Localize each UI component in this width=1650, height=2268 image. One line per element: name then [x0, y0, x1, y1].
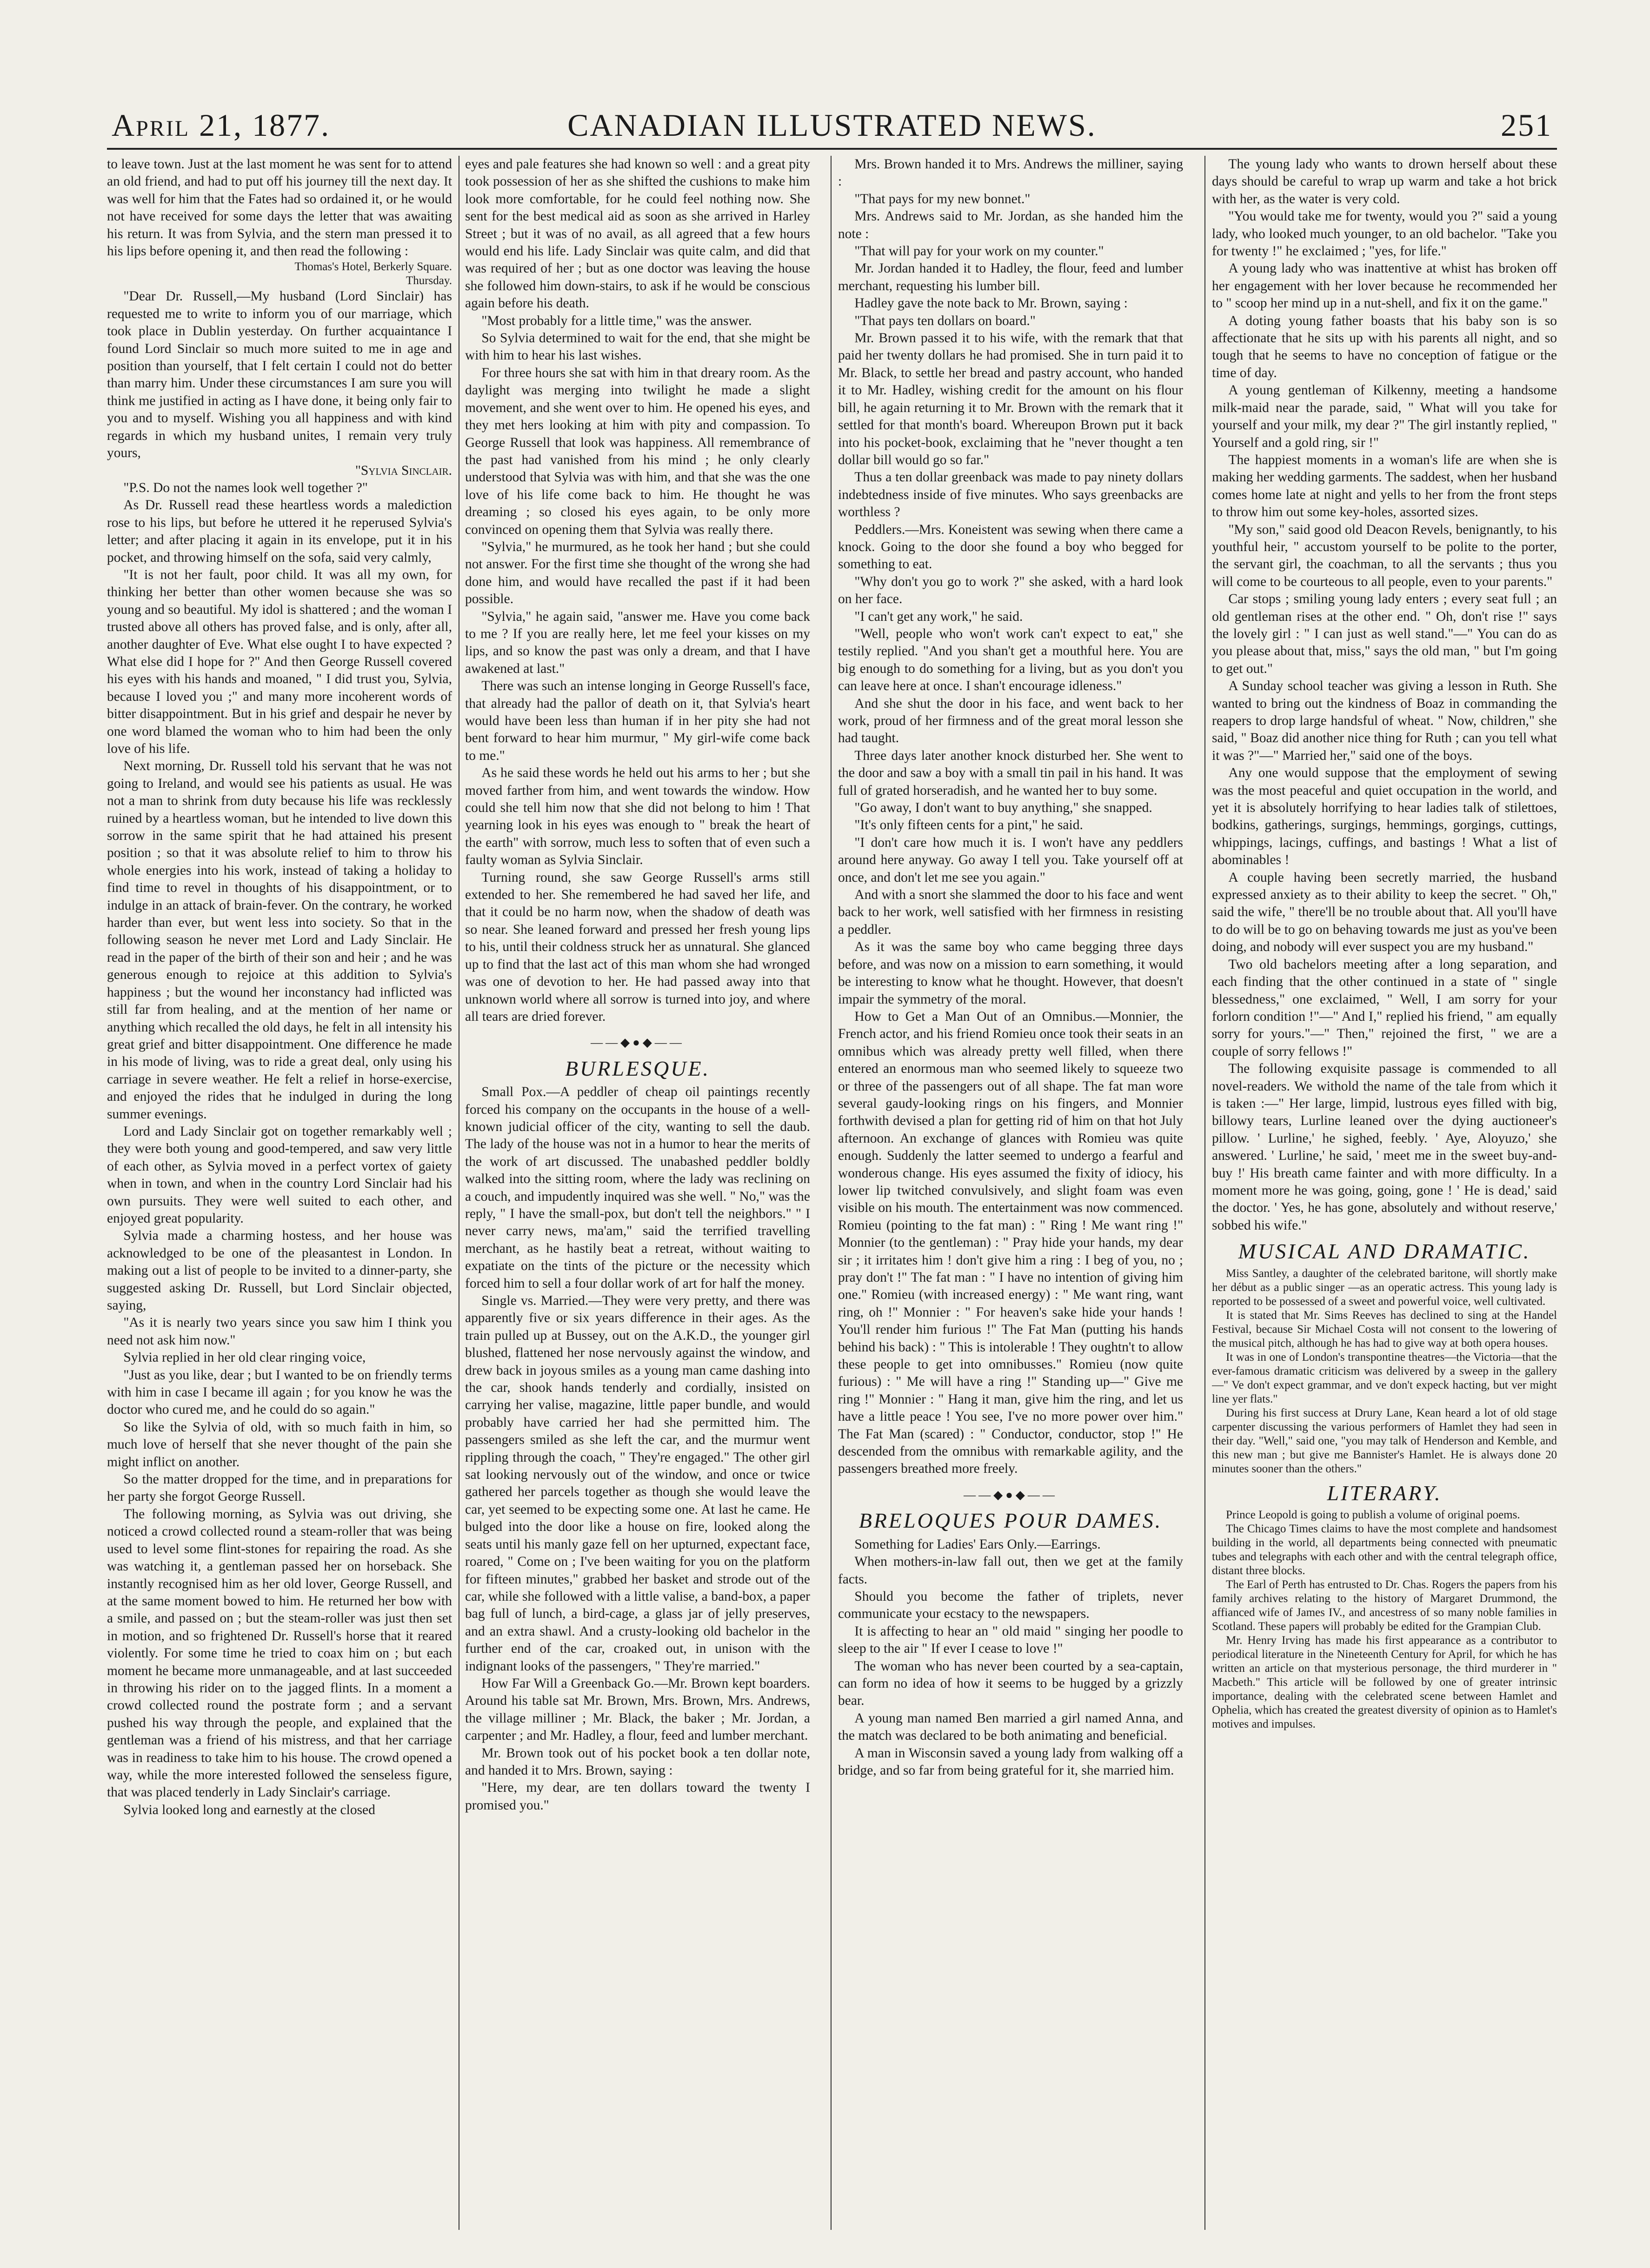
breloque-item: A Sunday school teacher was giving a lesson in Ruth. She wanted to bring out the kindness of Boaz in commanding the reapers to drop large handsful of wheat. " Now, children," she said, " Boaz did another nice thing for Ruth ; can you tell what it was ?"—" Married her," said one of the boys.: [1212, 678, 1557, 763]
burlesque-item: "I can't get any work," he said.: [854, 609, 1023, 624]
burlesque-heading: BURLESQUE.: [565, 1056, 711, 1080]
column-2: [465, 156, 810, 2230]
burlesque-item: Mr. Jordan handed it to Hadley, the flour, feed and lumber merchant, requesting his lumber bill.: [838, 261, 1183, 293]
story-paragraph: Lord and Lady Sinclair got on together remarkably well ; they were both young and good-tempered, and saw very little of each other, as Sylvia moved in a perfect vortex of gaiety when in town, and when in the country Lord Sinclair had his own pursuits. They were well suited to each other, and enjoyed great popularity.: [107, 1124, 452, 1226]
burlesque-item: Mr. Brown passed it to his wife, with the remark that that paid her twenty dollars he had promised. She in turn paid it to Mr. Black, to settle her bread and pastry account, who handed it to Mr. Hadley, wishing credit for the amount on his flour bill, he again returning it to Mr. Brown with the remark that it settled for that month's board. Whereupon Brown put it back into his pocket-book, exclaiming that he "never thought a ten dollar bill would go so far.": [838, 331, 1183, 467]
story-paragraph: "It is not her fault, poor child. It was all my own, for thinking her better than other women because she was so young and so beautiful. My idol is shattered ; and the woman I trusted above all others has proved false, and is only, after all, another daughter of Eve. What else ought I to have expected ? What else did I hope for ?" And then George Russell covered his eyes with his hands and moaned, " I did trust you, Sylvia, because I loved you ;" and many more incoherent words of bitter disappointment. But in his grief and despair he never by one word blamed the woman who to him had been the only love of his life.: [107, 567, 452, 756]
breloque-item: When mothers-in-law fall out, then we get at the family facts.: [838, 1554, 1183, 1587]
literary-item: The Earl of Perth has entrusted to Dr. Chas. Rogers the papers from his family archives relating to the history of Margaret Drummond, the affianced wife of James IV., and ancestress of so many noble families in Scotland. These papers will probably be edited for the Grampian Club.: [1212, 1578, 1557, 1633]
burlesque-item: Single vs. Married.—They were very pretty, and there was apparently five or six years difference in their ages. As the train pulled up at Bussey, out on the A.K.D., the younger girl blushed, flattened her nose nervously against the window, and drew back in joyous smiles as a young man came dashing into the car, shook hands tenderly and cordially, insisted on carrying her valise, magazine, little paper bundle, and would probably have carried her had she permitted him. The passengers smiled as she left the car, and the murmur went rippling through the coach, " They're engaged." The other girl sat looking nervously out of the window, and once or twice gathered her parcels together as though she would leave the car, yet seemed to be expecting some one. At last he came. He bulged into the door like a house on fire, looked along the seats until his manly gaze fell on her upturned, expectant face, roared, " Come on ; I've been waiting for you on the platform for fifteen minutes," grabbed her basket and strode out of the car, while she followed with a little valise, a band-box, a paper bag full of lunch, a bird-cage, a glass jar of jelly preserves, and an extra shawl. And a crusty-looking old bachelor in the further end of the car, croaked out, in unison with the indignant looks of the passengers, " They're married.": [465, 1293, 810, 1674]
story-paragraph: Next morning, Dr. Russell told his servant that he was not going to Ireland, and would see his patients as usual. He was not a man to shrink from duty because his life was recklessly ruined by a heartless woman, but he intended to live down this sorrow in the same spirit that he had attained his present position ; so that it was absolute relief to him to throw his whole energies into his work, instead of taking a holiday to find time to revel in thoughts of his disappointment, or to indulge in an attack of brain-fever. On the contrary, he worked harder than ever, but went less into society. So that in the following season he never met Lord and Lady Sinclair. He read in the paper of the birth of their son and heir ; and he was generous enough to rejoice at this addition to Sylvia's happiness ; but the wound her inconstancy had inflicted was still far from healing, and at the mention of her name or anything which recalled the old days, he felt in all intensity his great grief and bitter disappointment. One difference he made in his mode of living, was to ride a great deal, only using his carriage in severe weather. He felt a relief in horse-exercise, and enjoyed the rides that he indulged in during the long summer evenings.: [107, 758, 452, 1122]
issue-date: April 21, 1877.: [112, 107, 331, 143]
literary-heading: LITERARY.: [1327, 1481, 1442, 1505]
section-ornament: ——◆●◆——: [591, 1036, 685, 1050]
story-paragraph: eyes and pale features she had known so well : and a great pity took possession of her as she shifted the cushions to make him look more comfortable, for he could feel nothing now. She sent for the best medical aid as soon as she arrived in Harley Street ; but it was of no avail, as all agreed that a few hours would end his life. Lady Sinclair was quite calm, and did that was required of her ; but as one doctor was leaving the house she followed him down-stairs, to ask if he would be conscious again before his death.: [465, 157, 810, 311]
story-paragraph: to leave town. Just at the last moment he was sent for to attend an old friend, and had to put off his journey till the next day. It was well for him that the Fates had so ordained it, or he would not have received for some days the letter that was awaiting his return. It was from Sylvia, and the stern man pressed it to his lips before opening it, and then read the following :: [107, 157, 452, 259]
breloque-item: Car stops ; smiling young lady enters ; every seat full ; an old gentleman rises at the other end. " Oh, don't rise !" says the lovely girl : " I can just as well stand."—" You can do as you please about that, miss," says the old man, " but I'm going to get out.": [1212, 592, 1557, 676]
column-1: [107, 156, 452, 2230]
burlesque-item: As it was the same boy who came begging three days before, and was now on a mission to earn something, it would be interesting to know what he thought. However, that doesn't impair the symmetry of the moral.: [838, 939, 1183, 1007]
burlesque-item: "Go away, I don't want to buy anything," she snapped.: [854, 800, 1152, 816]
musical-dramatic-heading: MUSICAL AND DRAMATIC.: [1238, 1239, 1531, 1264]
breloque-item: A young man named Ben married a girl named Anna, and the match was declared to be both animating and beneficial.: [838, 1710, 1183, 1743]
burlesque-item: "Well, people who won't work can't expect to eat," she testily replied. "And you shan't get a mouthful here. You are big enough to do something for a living, but as you don't you can leave here at once. I shan't encourage idleness.": [838, 626, 1183, 694]
story-paragraph: The following morning, as Sylvia was out driving, she noticed a crowd collected round a steam-roller that was being used to level some flint-stones for repairing the road. As she was watching it, a gentleman passed her on horseback. She instantly recognised him as her old lover, George Russell, and at the same moment bowed to him. He returned her bow with a smile, and passed on ; but the steam-roller was just then set in motion, and so frightened Dr. Russell's horse that it reared violently. For some time he tried to coax him on ; but each moment he became more unmanageable, and at last succeeded in throwing his rider on to the jagged flints. In a moment a crowd collected round the postrate form ; and a servant pushed his way through the people, and explained that the gentleman was a friend of his mistress, and that her carriage was in readiness to take him to his house. The crowd opened a way, while the more interested followed the senseless figure, that was placed tenderly in Lady Sinclair's carriage.: [107, 1506, 452, 1800]
burlesque-item: "It's only fifteen cents for a pint," he said.: [854, 818, 1083, 833]
column-3: [838, 156, 1183, 2230]
page-number: 251: [1501, 107, 1552, 143]
letter-body: "Dear Dr. Russell,—My husband (Lord Sinclair) has requested me to write to inform you of our marriage, which took place in Dublin yesterday. On further acquaintance I found Lord Sinclair so much more suited to me in age and position than yourself, that I felt certain I could not do better than marry him. Under these circumstances I am sure you will think me justified in acting as I have done, it being only fair to you and to myself. Wishing you all happiness and with kind regards in which my husband unites, I remain very truly yours,: [107, 289, 452, 461]
column-divider: [1204, 156, 1205, 2230]
burlesque-item: And with a snort she slammed the door to his face and went back to her work, well satisfied with her firmness in resisting a peddler.: [838, 887, 1183, 937]
breloque-item: "My son," said good old Deacon Revels, benignantly, to his youthful heir, " accustom yourself to be polite to the porter, the servant girl, the coachman, to all the servants ; thus you will come to be courteous to all people, even to your parents.": [1212, 522, 1557, 589]
burlesque-item: And she shut the door in his face, and went back to her work, proud of her firmness and of the great moral lesson she had taught.: [838, 696, 1183, 746]
burlesque-item: Hadley gave the note back to Mr. Brown, saying :: [854, 296, 1128, 311]
burlesque-item: Small Pox.—A peddler of cheap oil paintings recently forced his company on the occupants in the house of a well-known judicial officer of the city, wanting to sell the daub. The lady of the house was not in a humor to hear the merits of the work of art discussed. The unabashed peddler boldly walked into the sitting room, where the lady was reclining on a couch, and impudently inquired was she well. " No," was the reply, " I have the small-pox, but don't tell the neighbors." " I never carry news, ma'am," said the terrified travelling merchant, as he hastily beat a retreat, without waiting to expatiate on the tints of the picture or the necessity which forced him to sell a four dollar work of art for half the money.: [465, 1084, 810, 1291]
literary-item: The Chicago Times claims to have the most complete and handsomest building in the world, all departments being connected with pneumatic tubes and telegraphs with each other and with the central telegraph office, distant three blocks.: [1212, 1523, 1557, 1577]
burlesque-item: Peddlers.—Mrs. Koneistent was sewing when there came a knock. Going to the door she found a boy who begged for something to eat.: [838, 522, 1183, 572]
burlesque-item: How to Get a Man Out of an Omnibus.—Monnier, the French actor, and his friend Romieu once took their seats in an omnibus which was already pretty well filled, when there entered an enormous man who seemed likely to squeeze two or three of the passengers out of all shape. The fat man wore several gaudy-looking rings on his fingers, and Monnier forthwith devised a plan for getting rid of him on that hot July afternoon. An exchange of glances with Romieu was quite enough. Suddenly the latter seemed to undergo a fearful and wonderous change. His eyes assumed the fixity of idiocy, his lower lip twitched convulsively, and slight foam was even visible on his mouth. The entertainment was now commenced. Romieu (pointing to the fat man) : " Ring ! Me want ring !" Monnier (to the gentleman) : " Pray hide your hands, my dear sir ; it irritates him ! don't give him a ring : I beg of you, no ; pray don't !" The fat man : " I have no intention of giving him one." Romieu (with increased energy) : " Me want ring, want ring, oh !" Monnier : " For heaven's sake hide your hands ! You'll render him furious !" The Fat Man (putting his hands behind his back) : " This is intolerable ! They oughtn't to allow these people to get into omnibusses." Romieu (now quite furious) : " Me will have a ring !" Standing up—" Give me ring !" Monnier : " Hang it man, give him the ring, and let us have a little peace ! You see, I've no more power over him." The Fat Man (scared) : " Conductor, conductor, stop !" He descended from the omnibus with remarkable agility, and the passengers breathed more freely.: [838, 1009, 1183, 1477]
letter-address: Thomas's Hotel, Berkerly Square.: [294, 260, 452, 273]
burlesque-item: Mrs. Brown handed it to Mrs. Andrews the milliner, saying :: [838, 157, 1183, 189]
breloque-item: A doting young father boasts that his baby son is so affectionate that he sits up with his parents all night, and so tough that he seems to have no conception of fatigue or the time of day.: [1212, 313, 1557, 380]
burlesque-item: "I don't care how much it is. I won't have any peddlers around here anyway. Go away I tell you. Take yourself off at once, and don't let me see you again.": [838, 835, 1183, 885]
literary-item: Mr. Henry Irving has made his first appearance as a contributor to periodical literature in the Nineteenth Century for April, for which he has written an article on that mysterious personage, the third murderer in " Macbeth." This article will be followed by one of greater intrinsic importance, dealing with the celebrated scene between Hamlet and Ophelia, which has created the greatest diversity of opinion as to Hamlet's motives and impulses.: [1212, 1634, 1557, 1730]
story-paragraph: "Sylvia," he murmured, as he took her hand ; but she could not answer. For the first time she thought of the wrong she had done him, and would have recalled the past if it had been possible.: [465, 539, 810, 607]
breloque-item: The happiest moments in a woman's life are when she is making her wedding garments. The saddest, when her husband comes home late at night and yells to her from the front steps to throw him out some key-holes, assorted sizes.: [1212, 452, 1557, 520]
story-paragraph: So the matter dropped for the time, and in preparations for her party she forgot George Russell.: [107, 1472, 452, 1504]
musical-item: Miss Santley, a daughter of the celebrated baritone, will shortly make her début as a public singer —as an operatic actress. This young lady is reported to be possessed of a sweet and powerful voice, well cultivated.: [1212, 1267, 1557, 1308]
breloques-heading: BRELOQUES POUR DAMES.: [858, 1509, 1163, 1533]
story-paragraph: There was such an intense longing in George Russell's face, that already had the pallor of death on it, that Sylvia's heart would have been less than human if in her pity she had not bent forward to hear him murmur, " My girl-wife come back to me.": [465, 678, 810, 763]
burlesque-item: How Far Will a Greenback Go.—Mr. Brown kept boarders. Around his table sat Mr. Brown, Mrs. Brown, Mrs. Andrews, the village milliner ; Mr. Black, the baker ; Mr. Jordan, a carpenter ; and Mr. Hadley, a flour, feed and lumber merchant.: [465, 1676, 810, 1743]
breloque-item: The young lady who wants to drown herself about these days should be careful to wrap up warm and take a hot brick with her, as the water is very cold.: [1212, 157, 1557, 206]
masthead-title: CANADIAN ILLUSTRATED NEWS.: [567, 107, 1097, 143]
breloque-item: A couple having been secretly married, the husband expressed anxiety as to their ability to keep the secret. " Oh," said the wife, " there'll be no trouble about that. All you'll have to do will be to go on behaving towards me just as you've been doing, and nobody will ever suspect you are my husband.": [1212, 870, 1557, 955]
burlesque-item: Thus a ten dollar greenback was made to pay ninety dollars indebtedness inside of five minutes. Who says greenbacks are worthless ?: [838, 470, 1183, 520]
story-paragraph: "As it is nearly two years since you saw him I think you need not ask him now.": [107, 1315, 452, 1348]
header-rule: [107, 148, 1557, 150]
burlesque-item: Three days later another knock disturbed her. She went to the door and saw a boy with a small tin pail in his hand. It was full of grated horseradish, and he wanted her to buy some.: [838, 748, 1183, 798]
letter-signature: "Sylvia Sinclair.: [355, 463, 452, 478]
burlesque-item: "That pays ten dollars on board.": [854, 313, 1036, 328]
story-paragraph: Sylvia made a charming hostess, and her house was acknowledged to be one of the pleasantest in London. In making out a list of people to be invited to a dinner-party, she suggested asking Dr. Russell, but Lord Sinclair objected, saying,: [107, 1228, 452, 1313]
breloque-item: The woman who has never been courted by a sea-captain, can form no idea of how it seems to be hugged by a grizzly bear.: [838, 1658, 1183, 1709]
burlesque-item: "That pays for my new bonnet.": [854, 191, 1031, 206]
breloque-item: Any one would suppose that the employment of sewing was the most peaceful and quiet occupation in the world, and yet it is absolutely horrifying to hear ladies talk of stilettoes, bodkins, gatherings, surgings, hemmings, gorgings, cuttings, whippings, lacings, cuffings, and bastings ! What a list of abominables !: [1212, 765, 1557, 868]
breloque-item: Something for Ladies' Ears Only.—Earrings.: [854, 1536, 1101, 1552]
breloque-item: Two old bachelors meeting after a long separation, and each finding that the other continued in a state of " single blessedness," one exclaimed, " Well, I am sorry for your forlorn condition !"—" And I," replied his friend, " am equally sorry for yours."—" Then," rejoined the first, " we are a couple of sorry fellows !": [1212, 957, 1557, 1059]
letter-postscript: "P.S. Do not the names look well together ?": [123, 480, 368, 495]
column-4: [1212, 156, 1557, 2230]
burlesque-item: Mrs. Andrews said to Mr. Jordan, as she handed him the note :: [838, 209, 1183, 241]
breloque-item: A young lady who was inattentive at whist has broken off her engagement with her lover because he recommended her to " scoop her mind up in a nut-shell, and fix it on the game.": [1212, 261, 1557, 311]
burlesque-item: "Why don't you go to work ?" she asked, with a hard look on her face.: [838, 574, 1183, 607]
musical-item: It was in one of London's transpontine theatres—the Victoria—that the ever-famous dramatic criticism was delivered by a sweep in the gallery—" Ve don't expect grammar, and ve don't expeck hacting, but ver might line yer flats.": [1212, 1350, 1557, 1405]
story-paragraph: So Sylvia determined to wait for the end, that she might be with him to hear his last wishes.: [465, 331, 810, 363]
breloque-item: "You would take me for twenty, would you ?" said a young lady, who looked much younger, to an old bachelor. "Take you for twenty !" he exclaimed ; "yes, for life.": [1212, 209, 1557, 259]
burlesque-item: Mr. Brown took out of his pocket book a ten dollar note, and handed it to Mrs. Brown, saying :: [465, 1745, 810, 1778]
breloque-item: A man in Wisconsin saved a young lady from walking off a bridge, and so far from being grateful for it, she married him.: [838, 1745, 1183, 1778]
story-paragraph: So like the Sylvia of old, with so much faith in him, so much love of herself that she never thought of the pain she might inflict on another.: [107, 1419, 452, 1470]
story-paragraph: For three hours she sat with him in that dreary room. As the daylight was merging into twilight he made a slight movement, and she went over to him. He opened his eyes, and they met hers looking at him with pity and compassion. To George Russell that look was happiness. All remembrance of the past had vanished from his mind ; he only clearly understood that Sylvia was with him, and that she was the one love of his life come back to him. He thought he was dreaming ; so closed his eyes again, to be only more convinced on opening them that Sylvia was really there.: [465, 365, 810, 537]
page-header: [107, 93, 1557, 144]
columns: [107, 156, 1557, 2230]
breloque-item: Should you become the father of triplets, never communicate your ecstacy to the newspapers.: [838, 1589, 1183, 1622]
section-ornament: ——◆●◆——: [964, 1488, 1058, 1502]
letter-day: Thursday.: [406, 274, 452, 287]
column-divider: [831, 156, 832, 2230]
story-paragraph: Sylvia replied in her old clear ringing voice,: [123, 1350, 366, 1365]
story-paragraph: As he said these words he held out his arms to her ; but she moved farther from him, and went towards the window. How could she tell him now that she did not belong to him ! That yearning look in his eyes was enough to " break the heart of the earth" with sorrow, much less to soften that of even such a faulty woman as Sylvia Sinclair.: [465, 765, 810, 868]
story-paragraph: "Most probably for a little time," was the answer.: [481, 313, 752, 328]
breloque-item: A young gentleman of Kilkenny, meeting a handsome milk-maid near the parade, said, " What will you take for yourself and your milk, my dear ?" The girl instantly replied, " Yourself and a gold ring, sir !": [1212, 383, 1557, 450]
story-paragraph: Turning round, she saw George Russell's arms still extended to her. She remembered he had saved her life, and that it could be no harm now, when the shadow of death was so near. She leaned forward and pressed her fresh young lips to his, until their coldness struck her as unnatural. She glanced up to find that the last act of this man whom she had wronged was one of devotion to her. He had passed away into that unknown world where all sorrow is turned into joy, and where all tears are dried forever.: [465, 870, 810, 1024]
musical-item: It is stated that Mr. Sims Reeves has declined to sing at the Handel Festival, because Sir Michael Costa will not consent to the lowering of the musical pitch, although he has had to give way at both opera houses.: [1212, 1309, 1557, 1350]
burlesque-item: "That will pay for your work on my counter.": [854, 244, 1104, 259]
story-paragraph: "Just as you like, dear ; but I wanted to be on friendly terms with him in case I became ill again ; for you know he was the doctor who cured me, and he could do so again.": [107, 1367, 452, 1417]
musical-item: During his first success at Drury Lane, Kean heard a lot of old stage carpenter discussing the various performers of Hamlet they had seen in their day. "Well," said one, "you may talk of Henderson and Kemble, and this new man ; but give me Bannister's Hamlet. He is always done 20 minutes sooner than the others.": [1212, 1406, 1557, 1475]
burlesque-item: "Here, my dear, are ten dollars toward the twenty I promised you.": [465, 1780, 810, 1813]
literary-item: Prince Leopold is going to publish a volume of original poems.: [1226, 1509, 1520, 1521]
breloque-item: It is affecting to hear an " old maid " singing her poodle to sleep to the air " If ever I cease to love !": [838, 1623, 1183, 1656]
story-paragraph: "Sylvia," he again said, "answer me. Have you come back to me ? If you are really here, let me feel your kisses on my lips, and so know the past was only a dream, and that I have awakened at last.": [465, 609, 810, 676]
story-paragraph: As Dr. Russell read these heartless words a malediction rose to his lips, but before he uttered it he reperused Sylvia's letter; and after placing it again in its envelope, put it in his pocket, and throwing himself on the sofa, said very calmly,: [107, 498, 452, 565]
breloque-item: The following exquisite passage is commended to all novel-readers. We withold the name of the tale from which it is taken :—" Her large, limpid, lustrous eyes filled with big, billowy tears, Lurline leaned over the dying auctioneer's pillow. ' Lurline,' he sighed, feebly. ' Aye, Aloyuzo,' she answered. ' Lurline,' he said, ' meet me in the sweet buy-and-buy !' His breath came fainter and with more difficulty. In a moment more he was going, going, gone ! ' He is dead,' said the doctor. ' Yes, he has gone, absolutely and without reserve,' sobbed his wife.": [1212, 1061, 1557, 1233]
story-paragraph: Sylvia looked long and earnestly at the closed: [123, 1802, 375, 1817]
